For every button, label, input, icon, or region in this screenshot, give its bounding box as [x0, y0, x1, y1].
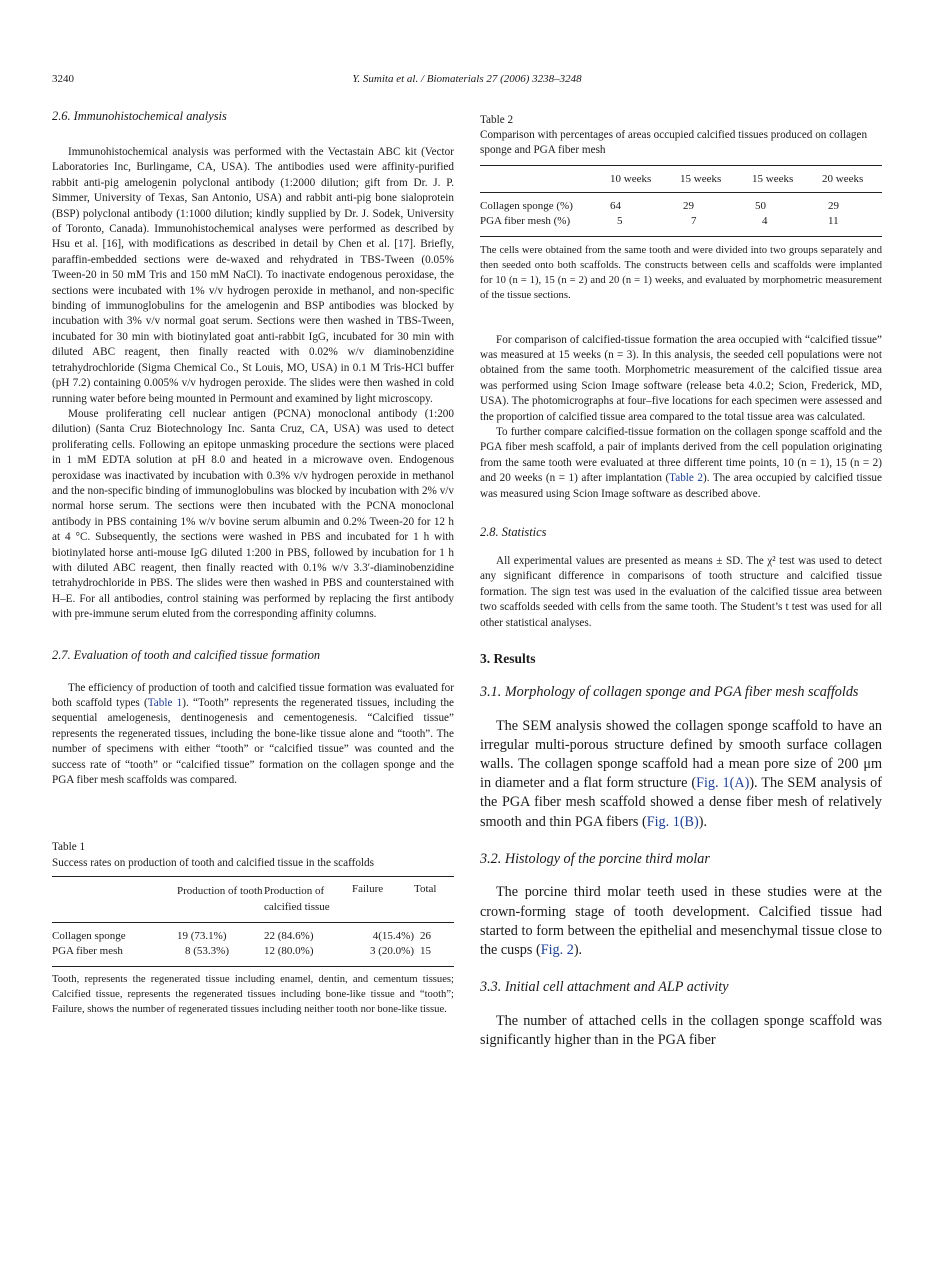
table-row: Collagen sponge (%) 64 29 50 29	[480, 199, 839, 212]
table-1-link[interactable]: Table 1	[147, 697, 183, 709]
fig-1a-link[interactable]: Fig. 1(A)	[696, 775, 750, 792]
table-1-label: Table 1	[52, 841, 86, 854]
section-2-7-paragraph-1: The efficiency of production of tooth and calcified tissue formation was evaluated for both scaffold types (Table 1). “Tooth” represents the regenerated tissues, including the sequential amelogenesis, dentinogenesis and cementogenesis. “Calcified tissue” represents the regenerated tissues, including the bone-like tissue alone and “tooth”. The number of specimens with either “tooth” or “calcified tissue” was counted and the success rate of “tooth” or “calcified tissue” formation on the collagen sponge and the PGA fiber mesh scaffolds was compared.	[52, 681, 454, 787]
table-1	[52, 840, 454, 1016]
section-2-7-title: 2.7. Evaluation of tooth and calcified tissue formation	[52, 647, 321, 662]
table-1-header: Total	[414, 882, 437, 895]
section-3-title: 3. Results	[480, 651, 536, 667]
table-1-header-row	[52, 883, 454, 915]
section-2-8-title: 2.8. Statistics	[480, 525, 547, 540]
section-2-6-title: 2.6. Immunohistochemical analysis	[52, 109, 227, 123]
section-3-1-title: 3.1. Morphology of collagen sponge and PGA fiber mesh scaffolds	[480, 684, 859, 701]
table-row: PGA fiber mesh (%) 5 7 4 11	[480, 215, 839, 228]
table-2-caption: Comparison with percentages of areas occupied calcified tissues produced on collagen sponge and PGA fiber mesh	[480, 129, 868, 157]
section-2-8-paragraph: All experimental values are presented as means ± SD. The χ² test was used to detect any significant difference in comparisons of tooth structure and calcified tissue formation. The sign test was used in the evaluation of the calcified tissue area between two scaffolds seeded with cells from the same tooth. The Student’s t test was used for all other statistical analyses.	[480, 555, 882, 629]
table-1-footnote: Tooth, represents the regenerated tissue including enamel, dentin, and cementum tissues; Calcified tissue, represents the regenerated tissues including bone-like tissue and “tooth”; Failure, shows the number of regenerated tissues including neither tooth nor bone-like tissue.	[52, 973, 454, 1015]
table-2-footnote: The cells were obtained from the same tooth and were divided into two groups separately and then seeded onto both scaffolds. The constructs between cells and scaffolds were implanted for 10 (n = 1), 15 (n = 2) and 20 (n = 1) weeks, and evaluated by morphometric measurement of the tissue sections.	[480, 244, 882, 301]
table-row: PGA fiber mesh 8 (53.3%) 12 (80.0%) 3 (20.0%) 15	[52, 945, 431, 958]
table-2-header: 10 weeks	[610, 172, 652, 185]
section-3-3-title: 3.3. Initial cell attachment and ALP activity	[480, 979, 729, 996]
section-2-7-paragraph-2: For comparison of calcified-tissue formation the area occupied with “calcified tissue” was measured at 15 weeks (n = 3). In this analysis, the seeded cell populations were not obtained from the same tooth. Morphometric measurement of the calcified tissue area was performed using Scion Image software (release beta 4.0.2; Scion, Frederick, MD, USA). The photomicrographs at four–five locations for each specimen were assessed and the proportion of calcified tissue area compared to the total tissue area was calculated.	[480, 333, 882, 423]
running-head: Y. Sumita et al. / Biomaterials 27 (2006) 3238–3248	[352, 73, 582, 85]
left-column	[52, 108, 454, 1017]
table-1-caption: Success rates on production of tooth and calcified tissue in the scaffolds	[52, 856, 374, 869]
table-1-header: Production of calcified tissue	[264, 884, 330, 913]
table-1-header: Production of tooth	[177, 884, 263, 897]
table-2-link[interactable]: Table 2	[669, 472, 703, 485]
section-2-6-paragraph-2: Mouse proliferating cell nuclear antigen (PCNA) monoclonal antibody (1:200 dilution) (Santa Cruz Biotechnology Inc. Santa Cruz, CA, USA) was used to detect proliferating cells. Following an epitope unmasking procedure the sections were placed in 1 mM EDTA solution at pH 8.0 and heated in a microwave oven. Endogenous peroxidase was inactivated by incubation with 0.3% v/v hydrogen peroxide in methanol and the non-specific binding of immunoglobulins was blocked by incubation with 2% v/v normal horse serum. The sections were then incubated with the PCNA monoclonal antibody in PBS containing 1% w/v bovine serum albumin and 0.2% Tween-20 for 12 h at 4 °C. Subsequently, the sections were washed in PBS and incubated for 1 h with biotinylated horse anti-mouse IgG diluted 1:200 in PBS, followed by incubation for 1 h with diluted ABC reagent, then finally reacted with 0.1% w/v 3.3′-diaminobenzidine tetrahydrochloride in PBS. The slides were then washed in PBS and counterstained with H–E. For all antibodies, control staining was performed by replacing the first antibody with pre-immune serum eluted from the corresponding affinity columns.	[52, 407, 454, 621]
table-2-header-row	[480, 173, 882, 185]
fig-2-link[interactable]: Fig. 2	[540, 941, 574, 958]
table-row: Collagen sponge 19 (73.1%) 22 (84.6%) 4(15.4%) 26	[52, 929, 431, 942]
table-2	[480, 113, 882, 303]
table-2-body	[480, 199, 882, 230]
section-3-3-paragraph: The number of attached cells in the collagen sponge scaffold was significantly higher than in the PGA fiber	[480, 1012, 882, 1048]
table-1-grid	[52, 883, 454, 915]
section-3-2-title: 3.2. Histology of the porcine third molar	[480, 850, 710, 867]
table-2-header: 15 weeks	[680, 172, 722, 185]
section-3-2-paragraph: The porcine third molar teeth used in these studies were at the crown-forming stage of tooth development. Calcified tissue had started to form between the epithelial and mesenchymal tissue close to the cusps (Fig. 2).	[480, 884, 882, 958]
section-3-1-paragraph: The SEM analysis showed the collagen sponge scaffold to have an irregular multi-porous structure defined by smooth surface collagen walls. The collagen sponge scaffold had a mean pore size of 200 μm in diameter and a flat form structure (Fig. 1(A)). The SEM analysis of the PGA fiber mesh scaffold showed a dense fiber mesh of relatively smooth and thin PGA fibers (Fig. 1(B)).	[480, 717, 882, 830]
table-2-header: 20 weeks	[822, 172, 864, 185]
fig-1b-link[interactable]: Fig. 1(B)	[646, 813, 699, 830]
table-2-grid	[480, 173, 882, 185]
page-number: 3240	[52, 73, 74, 85]
section-2-6-paragraph-1: Immunohistochemical analysis was performed with the Vectastain ABC kit (Vector Laboratories Inc, Burlingame, CA, USA). The antibodies used were affinity-purified rabbit anti-pig amelogenin polyclonal antibody (1:2000 dilution; gift from Dr. J. P. Simmer, University of Texas, San Antonio, USA) and rabbit anti-pig bone sialoprotein (BSP) polyclonal antibody (1:1000 dilution; kindly supplied by Dr. J. Sodek, University of Toronto, Canada). Immunohistochemical analyses were performed as described by Hsu et al. [16], with modifications as described in detail by Chen et al. [17]. Briefly, paraffin-embedded sections were de-waxed and rehydrated in TBS-Tween (0.05% Tween-20 in 50 mM Tris and 150 mM NaCl). To inactivate endogenous peroxidase, the sections were incubated with 1% v/v hydrogen peroxide in methanol, and non-specific binding of immunoglobulins for the amelogenin and BSP antibodies was blocked by incubation with 3% v/v normal goat serum. Sections were then washed in TBS-Tween, incubated for 30 min with biotinylated goat anti-rabbit IgG, incubated for 30 min with diluted ABC reagent, then finally reacted with 0.02% w/v diaminobenzidine tetrahydrochloride (Sigma Chemical Co., St Louis, MO, USA) in 0.1 M Tris-HCl buffer (pH 7.2) containing 0.005% v/v hydrogen peroxide. The slides were then washed in cold running water before being mounted in Permount and examined by light microscopy.	[52, 146, 454, 405]
table-1-body	[52, 929, 454, 960]
table-2-label: Table 2	[480, 114, 514, 126]
section-2-7-paragraph-3: To further compare calcified-tissue formation on the collagen sponge scaffold and the PGA fiber mesh scaffold, a pair of implants derived from the cell population originating from the same tooth were evaluated at three different time points, 10 (n = 1), 15 (n = 2) and 20 weeks (n = 1) after implantation (Table 2). The area occupied by calcified tissue was measured using Scion Image software as described above.	[480, 426, 882, 500]
table-1-header: Failure	[352, 882, 384, 895]
right-column	[480, 113, 882, 1050]
table-2-header: 15 weeks	[752, 172, 794, 185]
